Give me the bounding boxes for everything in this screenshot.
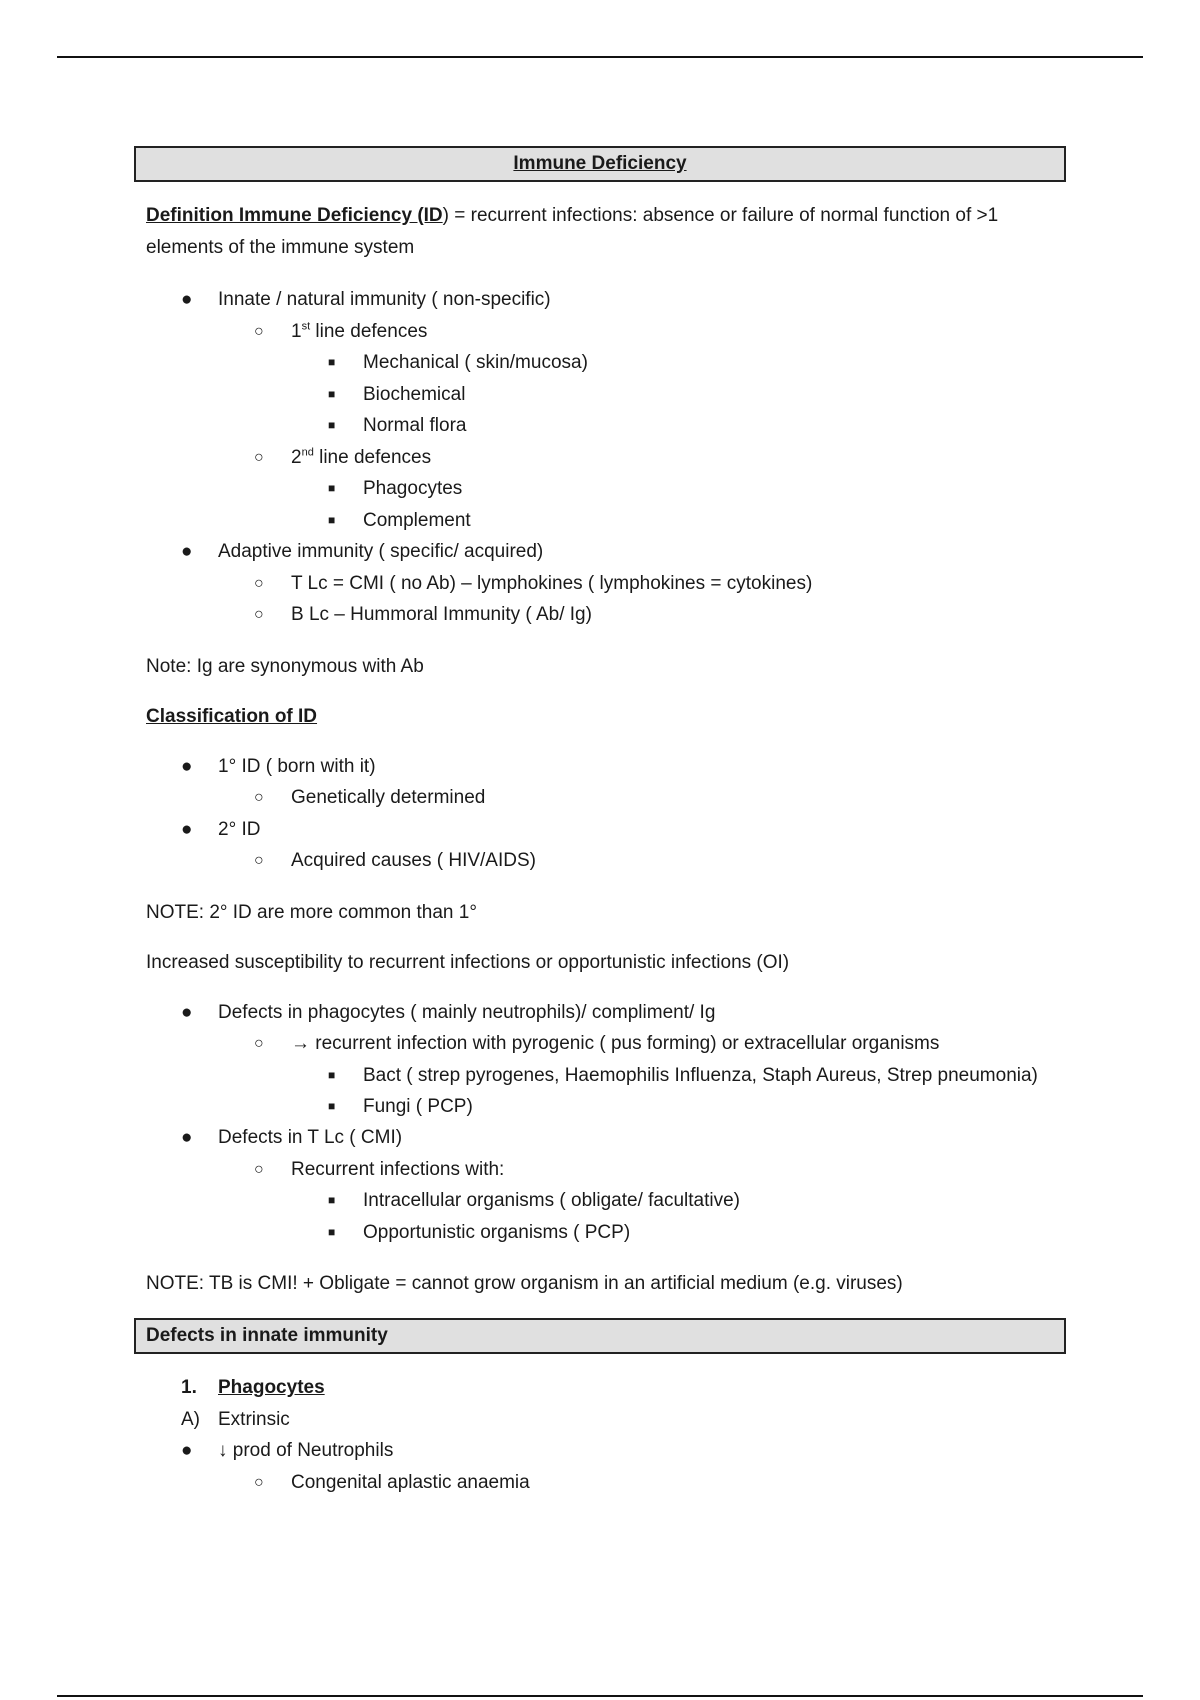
list-item: ■ Mechanical ( skin/mucosa)	[328, 352, 588, 373]
phagocytes-section	[146, 1372, 1068, 1498]
innate-defects-box	[134, 1318, 1066, 1354]
note-tb: NOTE: TB is CMI! + Obligate = cannot grow organism in an artificial medium (e.g. viruses)	[146, 1273, 903, 1294]
list-item: ○ Recurrent infections with:	[254, 1158, 505, 1180]
list-item: ■ Bact ( strep pyrogenes, Haemophilis Influenza, Staph Aureus, Strep pneumonia)	[328, 1064, 1038, 1086]
list-item: A) Extrinsic	[181, 1408, 290, 1430]
list-item: ● ↓ prod of Neutrophils	[181, 1440, 394, 1461]
list-item: ● 1° ID ( born with it)	[181, 755, 376, 777]
list-item: ○ 2nd line defences	[254, 446, 432, 468]
definition-term: Definition Immune Deficiency (ID	[146, 205, 443, 226]
list-item: ○ B Lc – Hummoral Immunity ( Ab/ Ig)	[254, 604, 592, 625]
immunity-list	[146, 284, 1068, 631]
footer-rule	[57, 1695, 1143, 1697]
classification-heading: Classification of ID	[146, 705, 318, 727]
list-item: ○ Genetically determined	[254, 787, 486, 808]
list-item: ○ T Lc = CMI ( no Ab) – lymphokines ( lymphokines = cytokines)	[254, 572, 813, 594]
classification-list	[146, 751, 1068, 877]
list-item: ○ Congenital aplastic anaemia	[254, 1471, 530, 1493]
defects-list	[146, 997, 1068, 1249]
page-title: Immune Deficiency	[513, 153, 687, 174]
document-body	[146, 146, 1068, 1498]
phagocytes-heading: Phagocytes	[218, 1377, 325, 1398]
list-item: ○ → recurrent infection with pyrogenic ( pus forming) or extracellular organisms	[254, 1033, 940, 1054]
definition-text: ) = recurrent infections: absence or failure of normal function of >1 elements of the immune system	[146, 205, 999, 258]
definition-paragraph	[146, 200, 1068, 264]
list-item: ● Defects in phagocytes ( mainly neutrophils)/ compliment/ Ig	[181, 1001, 716, 1023]
list-item: ■ Fungi ( PCP)	[328, 1095, 473, 1117]
list-item: ● Innate / natural immunity ( non-specific)	[181, 289, 551, 310]
note-ig: Note: Ig are synonymous with Ab	[146, 655, 424, 677]
note-common: NOTE: 2° ID are more common than 1°	[146, 901, 477, 923]
list-item: 1. Phagocytes	[181, 1377, 325, 1398]
list-item: ■ Normal flora	[328, 415, 467, 436]
list-item: ■ Phagocytes	[328, 478, 463, 499]
innate-defects-heading: Defects in innate immunity	[146, 1325, 388, 1346]
title-box	[134, 146, 1066, 182]
list-item: ● 2° ID	[181, 818, 261, 840]
list-item: ■ Opportunistic organisms ( PCP)	[328, 1221, 631, 1243]
susceptibility-text: Increased susceptibility to recurrent infections or opportunistic infections (OI)	[146, 951, 790, 973]
list-item: ● Adaptive immunity ( specific/ acquired)	[181, 541, 544, 562]
list-item: ● Defects in T Lc ( CMI)	[181, 1127, 403, 1148]
header-rule	[57, 56, 1143, 58]
list-item: ■ Intracellular organisms ( obligate/ facultative)	[328, 1190, 741, 1211]
list-item: ○ 1st line defences	[254, 320, 428, 342]
list-item: ■ Complement	[328, 509, 471, 531]
list-item: ■ Biochemical	[328, 383, 466, 405]
list-item: ○ Acquired causes ( HIV/AIDS)	[254, 850, 536, 871]
